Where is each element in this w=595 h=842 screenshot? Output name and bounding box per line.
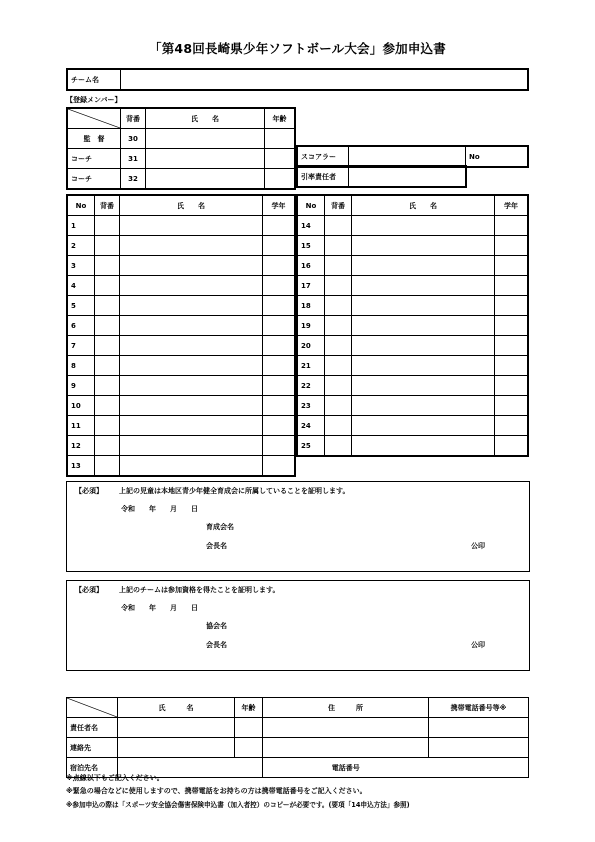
player-grade-field[interactable]: [495, 296, 529, 316]
player-grade-field[interactable]: [263, 276, 296, 296]
team-name-label: チーム名: [67, 69, 121, 90]
player-grade-field[interactable]: [495, 436, 529, 457]
player-no: 3: [67, 256, 95, 276]
player-no: 18: [297, 296, 325, 316]
player-row: [297, 396, 528, 416]
player-header-grade: 学年: [495, 195, 529, 216]
note-line: ※点線以下もご記入ください。: [66, 774, 164, 782]
guardian-label: 引率責任者: [297, 166, 349, 187]
player-no: 9: [67, 376, 95, 396]
player-number-field[interactable]: [95, 456, 120, 477]
player-row: [67, 396, 295, 416]
player-grade-field[interactable]: [263, 316, 296, 336]
responsible-address-field[interactable]: [263, 718, 429, 738]
player-no: 12: [67, 436, 95, 456]
player-name-field[interactable]: [352, 256, 495, 276]
player-row: [297, 296, 528, 316]
player-header-no: No: [297, 195, 325, 216]
player-name-field[interactable]: [352, 396, 495, 416]
official-seal-label: 公印: [471, 542, 485, 550]
player-name-field[interactable]: [120, 376, 263, 396]
player-row: [67, 216, 295, 236]
guardian-table: [296, 165, 467, 188]
team-name-table: [66, 68, 529, 91]
player-number-field[interactable]: [325, 396, 352, 416]
player-number-field[interactable]: [95, 236, 120, 256]
player-name-field[interactable]: [120, 336, 263, 356]
player-number-field[interactable]: [95, 336, 120, 356]
player-no: 7: [67, 336, 95, 356]
player-header-number: 背番: [95, 195, 120, 216]
player-no: 10: [67, 396, 95, 416]
contact-table: [66, 697, 529, 778]
player-grade-field[interactable]: [263, 396, 296, 416]
note-line: ※緊急の場合などに使用しますので、携帯電話をお持ちの方は携帯電話番号をご記入ください。: [66, 787, 367, 795]
staff-age-field[interactable]: [265, 149, 296, 169]
player-name-field[interactable]: [352, 276, 495, 296]
player-number-field[interactable]: [95, 356, 120, 376]
player-name-field[interactable]: [352, 336, 495, 356]
player-number-field[interactable]: [325, 236, 352, 256]
certification-box-association: [66, 580, 530, 671]
staff-role-coach: コーチ: [67, 149, 121, 169]
page-title: 「第48回長崎県少年ソフトボール大会」参加申込書: [149, 41, 446, 56]
staff-name-field[interactable]: [146, 169, 265, 190]
player-name-field[interactable]: [352, 316, 495, 336]
player-number-field[interactable]: [325, 296, 352, 316]
required-tag: 【必須】: [75, 586, 103, 594]
player-header-name: 氏 名: [352, 195, 495, 216]
player-name-field[interactable]: [352, 296, 495, 316]
responsible-phone-field[interactable]: [429, 718, 529, 738]
player-row: [297, 316, 528, 336]
player-grade-field[interactable]: [495, 276, 529, 296]
player-number-field[interactable]: [95, 316, 120, 336]
player-name-field[interactable]: [120, 356, 263, 376]
player-row: [297, 276, 528, 296]
player-no: 22: [297, 376, 325, 396]
player-no: 23: [297, 396, 325, 416]
player-no: 16: [297, 256, 325, 276]
player-name-field[interactable]: [352, 236, 495, 256]
player-number-field[interactable]: [95, 296, 120, 316]
diagonal-line: [68, 109, 120, 128]
player-row: [67, 236, 295, 256]
player-name-field[interactable]: [120, 256, 263, 276]
player-grade-field[interactable]: [495, 376, 529, 396]
guardian-name-field[interactable]: [349, 166, 467, 187]
team-name-field[interactable]: [121, 69, 529, 90]
player-name-field[interactable]: [352, 436, 495, 457]
player-grade-field[interactable]: [495, 416, 529, 436]
staff-number: 30: [121, 129, 146, 149]
player-name-field[interactable]: [352, 356, 495, 376]
player-grade-field[interactable]: [495, 256, 529, 276]
player-row: [67, 436, 295, 456]
staff-number: 32: [121, 169, 146, 190]
player-row: [297, 376, 528, 396]
player-no: 8: [67, 356, 95, 376]
player-name-field[interactable]: [352, 376, 495, 396]
staff-age-field[interactable]: [265, 129, 296, 149]
player-grade-field[interactable]: [263, 256, 296, 276]
player-grade-field[interactable]: [263, 376, 296, 396]
lodging-phone-label: 電話番号: [331, 763, 360, 772]
player-number-field[interactable]: [95, 436, 120, 456]
player-name-field[interactable]: [120, 456, 263, 477]
official-seal-label: 公印: [471, 641, 485, 649]
player-grade-field[interactable]: [263, 296, 296, 316]
player-table-right: [296, 194, 529, 457]
player-no: 4: [67, 276, 95, 296]
contact-header-name: 氏 名: [118, 698, 235, 718]
player-header-no: No: [67, 195, 95, 216]
player-number-field[interactable]: [325, 436, 352, 457]
player-row: [297, 416, 528, 436]
player-no: 1: [67, 216, 95, 236]
staff-table: [66, 107, 296, 190]
staff-number: 31: [121, 149, 146, 169]
scorer-no-cell[interactable]: [466, 146, 529, 167]
player-grade-field[interactable]: [263, 356, 296, 376]
certification-text: 上記のチームは参加資格を得たことを証明します。: [119, 586, 280, 594]
staff-role-manager: 監 督: [67, 129, 121, 149]
player-number-field[interactable]: [325, 256, 352, 276]
player-header-number: 背番: [325, 195, 352, 216]
contact-label: 連絡先: [67, 738, 118, 758]
scorer-name-field[interactable]: [349, 146, 466, 167]
player-row: [67, 296, 295, 316]
staff-header-age: 年齢: [265, 108, 296, 129]
player-number-field[interactable]: [325, 356, 352, 376]
responsible-name-field[interactable]: [118, 718, 235, 738]
player-grade-field[interactable]: [495, 336, 529, 356]
certification-text: 上記の児童は本地区青少年健全育成会に所属していることを証明します。: [119, 487, 350, 495]
player-grade-field[interactable]: [263, 336, 296, 356]
player-row: [297, 336, 528, 356]
player-number-field[interactable]: [325, 276, 352, 296]
player-name-field[interactable]: [120, 236, 263, 256]
player-name-field[interactable]: [120, 436, 263, 456]
player-name-field[interactable]: [120, 216, 263, 236]
player-number-field[interactable]: [95, 376, 120, 396]
scorer-no-label: No: [469, 152, 480, 161]
scorer-label: スコアラー: [297, 146, 349, 167]
player-row: [297, 216, 528, 236]
player-row: [297, 256, 528, 276]
player-no: 20: [297, 336, 325, 356]
responsible-age-field[interactable]: [235, 718, 263, 738]
player-no: 2: [67, 236, 95, 256]
player-name-field[interactable]: [352, 416, 495, 436]
contact-address-field[interactable]: [263, 738, 429, 758]
player-number-field[interactable]: [95, 216, 120, 236]
player-number-field[interactable]: [325, 336, 352, 356]
contact-header-phone: 携帯電話番号等※: [429, 698, 529, 718]
player-name-field[interactable]: [120, 396, 263, 416]
player-row: [67, 316, 295, 336]
player-grade-field[interactable]: [263, 456, 296, 477]
player-row: [67, 356, 295, 376]
player-number-field[interactable]: [95, 396, 120, 416]
player-no: 17: [297, 276, 325, 296]
responsible-person-label: 責任者名: [67, 718, 118, 738]
player-row: [67, 416, 295, 436]
player-name-field[interactable]: [120, 416, 263, 436]
player-number-field[interactable]: [325, 416, 352, 436]
player-number-field[interactable]: [325, 316, 352, 336]
contact-header-address: 住 所: [263, 698, 429, 718]
note-line: ※参加申込の際は「スポーツ安全協会傷害保険申込書（加入者控）のコピーが必要です。(要項「14申込方法」参照): [66, 801, 410, 809]
player-number-field[interactable]: [95, 256, 120, 276]
player-no: 13: [67, 456, 95, 477]
player-grade-field[interactable]: [263, 436, 296, 456]
player-row: [67, 276, 295, 296]
player-grade-field[interactable]: [263, 416, 296, 436]
staff-header-name: 氏 名: [146, 108, 265, 129]
contact-phone-field[interactable]: [429, 738, 529, 758]
player-grade-field[interactable]: [263, 216, 296, 236]
player-row: [67, 456, 295, 477]
staff-header-number: 背番: [121, 108, 146, 129]
certification-box-youth: [66, 481, 530, 572]
date-line: 令和 年 月 日: [121, 505, 198, 513]
player-grade-field[interactable]: [495, 236, 529, 256]
player-row: [297, 436, 528, 457]
player-grade-field[interactable]: [495, 316, 529, 336]
contact-corner-cell: [67, 698, 118, 718]
player-no: 19: [297, 316, 325, 336]
player-no: 15: [297, 236, 325, 256]
staff-corner-cell: [67, 108, 121, 129]
lodging-phone-label-cell: [263, 758, 429, 778]
player-row: [297, 356, 528, 376]
association-label: 協会名: [206, 622, 227, 630]
player-row: [67, 376, 295, 396]
player-grade-field[interactable]: [263, 236, 296, 256]
player-table-left: [66, 194, 296, 477]
player-grade-field[interactable]: [495, 216, 529, 236]
player-header-grade: 学年: [263, 195, 296, 216]
player-no: 25: [297, 436, 325, 457]
player-name-field[interactable]: [120, 296, 263, 316]
player-no: 14: [297, 216, 325, 236]
player-row: [67, 336, 295, 356]
staff-name-field[interactable]: [146, 149, 265, 169]
lodging-label: 宿泊先名: [67, 758, 118, 778]
player-row: [67, 256, 295, 276]
player-number-field[interactable]: [95, 416, 120, 436]
player-number-field[interactable]: [325, 376, 352, 396]
contact-name-field[interactable]: [118, 738, 235, 758]
player-name-field[interactable]: [120, 316, 263, 336]
player-no: 5: [67, 296, 95, 316]
player-no: 6: [67, 316, 95, 336]
contact-header-age: 年齢: [235, 698, 263, 718]
youth-org-label: 育成会名: [206, 523, 234, 531]
staff-name-field[interactable]: [146, 129, 265, 149]
player-grade-field[interactable]: [495, 396, 529, 416]
player-no: 11: [67, 416, 95, 436]
lodging-phone-field[interactable]: [429, 758, 529, 778]
player-no: 24: [297, 416, 325, 436]
required-tag: 【必須】: [75, 487, 103, 495]
diagonal-line: [67, 698, 117, 717]
player-number-field[interactable]: [325, 216, 352, 236]
player-row: [297, 236, 528, 256]
contact-age-field[interactable]: [235, 738, 263, 758]
date-line: 令和 年 月 日: [121, 604, 198, 612]
player-no: 21: [297, 356, 325, 376]
player-header-name: 氏 名: [120, 195, 263, 216]
player-name-field[interactable]: [352, 216, 495, 236]
chair-name-label: 会長名: [206, 542, 227, 550]
member-section-label: 【登録メンバー】: [66, 96, 122, 104]
player-grade-field[interactable]: [495, 356, 529, 376]
staff-role-coach: コーチ: [67, 169, 121, 190]
staff-age-field[interactable]: [265, 169, 296, 190]
chair-name-label: 会長名: [206, 641, 227, 649]
player-number-field[interactable]: [95, 276, 120, 296]
player-name-field[interactable]: [120, 276, 263, 296]
